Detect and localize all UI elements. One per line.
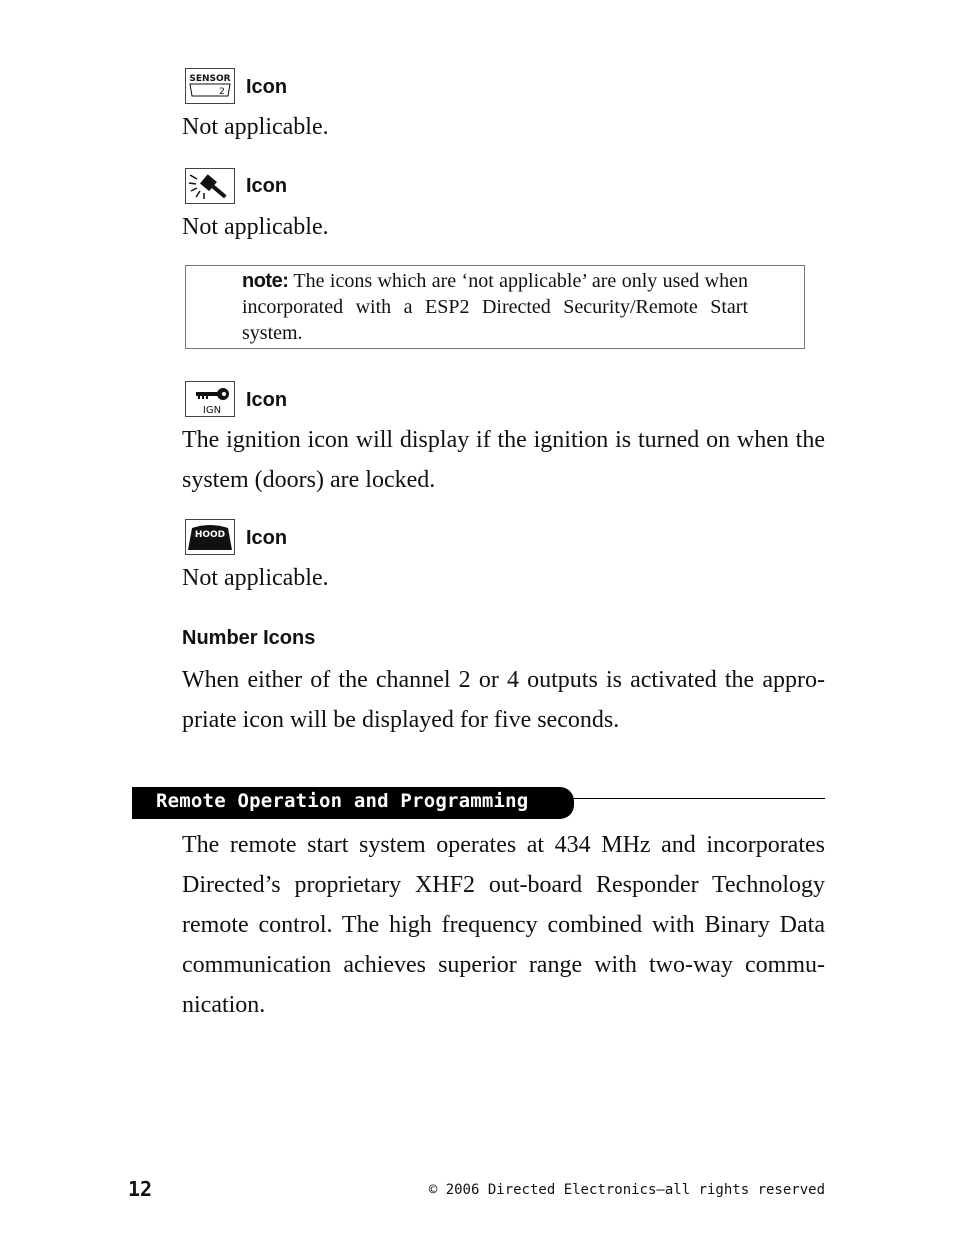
number-icons-heading: Number Icons bbox=[182, 627, 316, 649]
icon-description: Not applicable. bbox=[182, 114, 329, 140]
icon-description: Not applicable. bbox=[182, 214, 329, 240]
section-rule bbox=[574, 798, 825, 799]
sensor-2-icon bbox=[185, 68, 235, 104]
note-text bbox=[242, 268, 748, 346]
ignition-description: The ignition icon will display if the ignition is turned on when the system (doors) are locked. bbox=[182, 427, 825, 493]
ign-icon-text: IGN bbox=[202, 405, 222, 416]
ignition-key-icon bbox=[185, 381, 235, 417]
icon-label: Icon bbox=[246, 76, 288, 98]
icon-label: Icon bbox=[246, 389, 288, 411]
sensor-icon-text: SENSOR bbox=[189, 74, 231, 84]
icon-label: Icon bbox=[246, 527, 288, 549]
number-icons-text: When either of the channel 2 or 4 outputs is activated the appro- priate icon will be displayed for five seconds. bbox=[182, 667, 825, 733]
note-body: The icons which are ‘not applicable’ are only used when incorporated with a ESP2 Directed Security/Remote Start system. bbox=[242, 270, 748, 344]
sensor-number-text: 2 bbox=[219, 87, 225, 97]
section-header-bar bbox=[132, 787, 574, 819]
copyright-footer: © 2006 Directed Electronics—all rights reserved bbox=[428, 1182, 825, 1198]
note-box bbox=[185, 265, 805, 349]
note-label: note: bbox=[242, 270, 289, 292]
icon-description: Not applicable. bbox=[182, 565, 329, 591]
page-number: 12 bbox=[128, 1177, 153, 1201]
impact-hammer-icon bbox=[185, 168, 235, 204]
section-title: Remote Operation and Programming bbox=[156, 790, 529, 812]
icon-label: Icon bbox=[246, 175, 288, 197]
section-text: The remote start system operates at 434 MHz and incorporates Directed’s proprietary XHF2 out-board Responder Technology remote control. The high frequency combined with Binary Data communication achieves superior range with two-way commu- nication. bbox=[182, 832, 825, 1018]
hood-icon-text: HOOD bbox=[194, 530, 226, 540]
hood-icon bbox=[185, 519, 235, 555]
